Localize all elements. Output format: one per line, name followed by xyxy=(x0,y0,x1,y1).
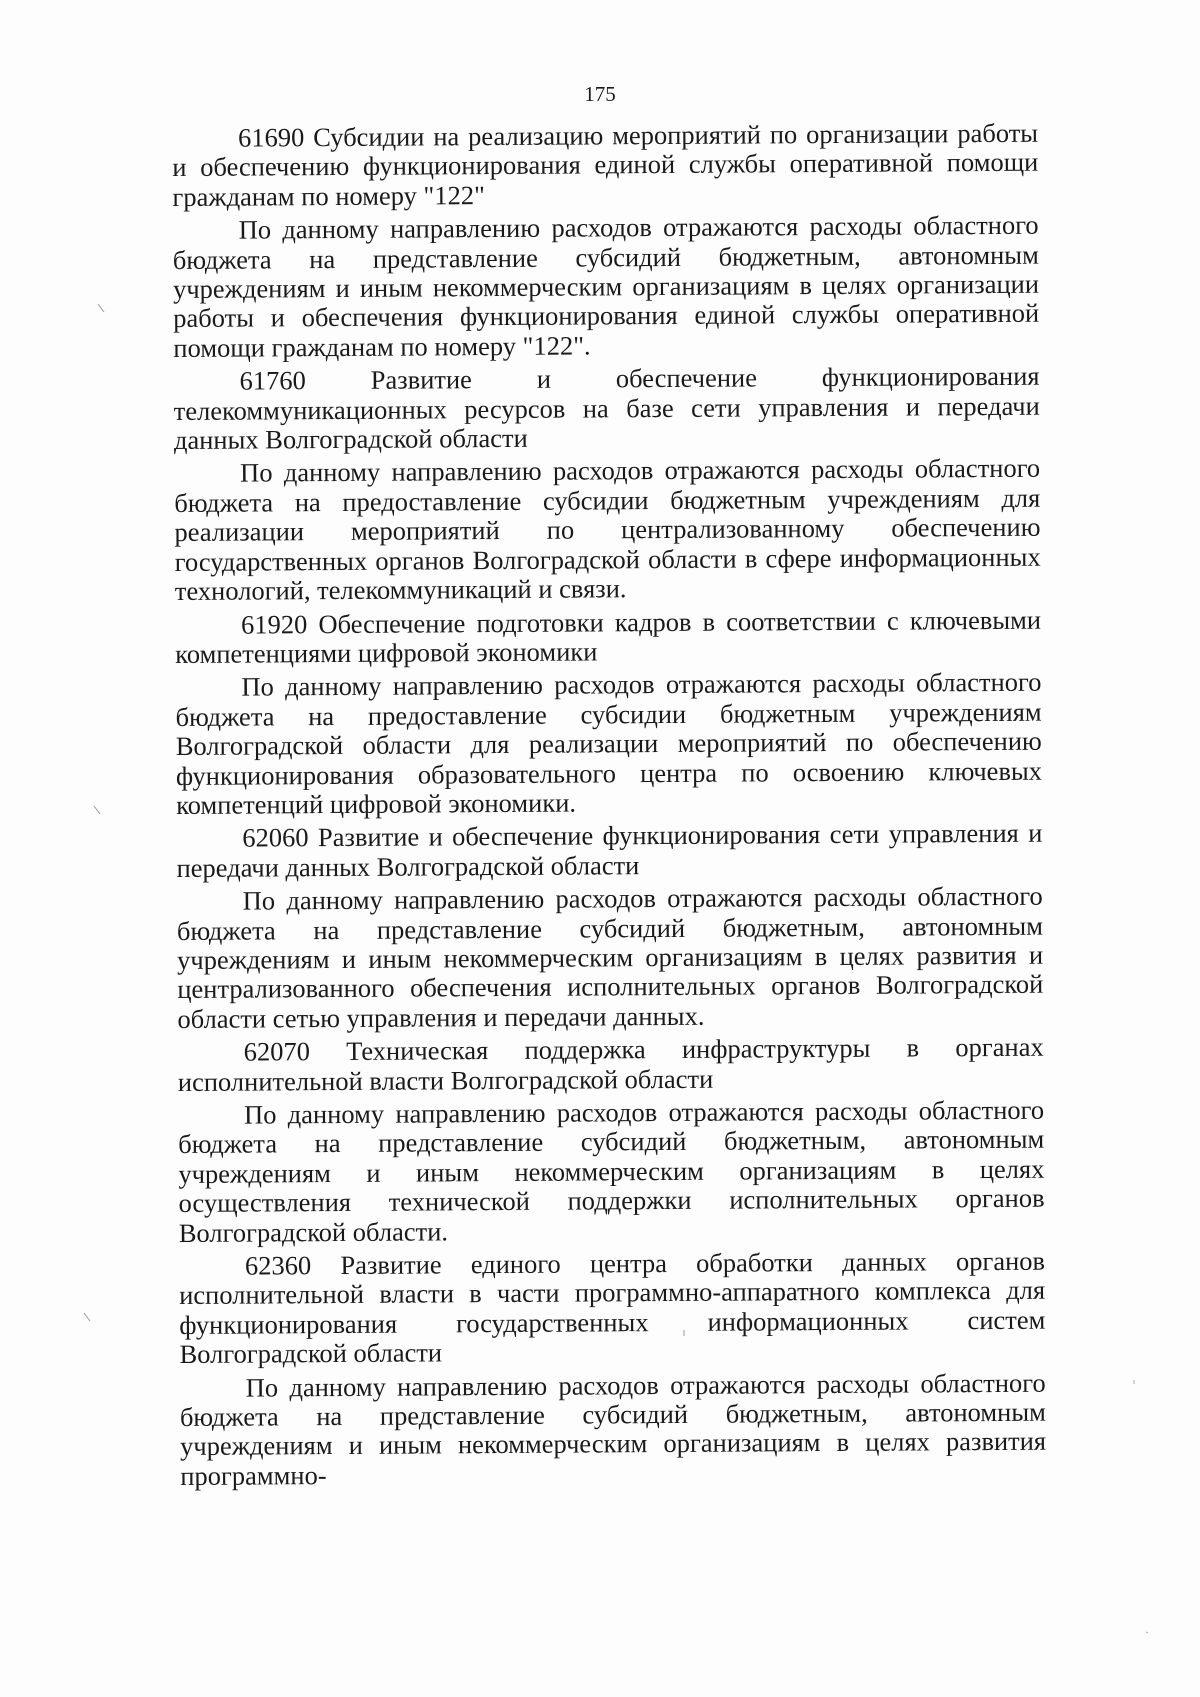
expense-title: Развитие и обеспечение функционирования сети управления и передачи данных Волгоградской области xyxy=(176,818,1043,883)
scan-speck xyxy=(98,304,104,312)
expense-title: Субсидии на реализацию мероприятий по организации работы и обеспечению функционирования единой службы оперативной помощи гражданам по номеру "122" xyxy=(172,117,1039,212)
expense-description: По данному направлению расходов отражаются расходы областного бюджета на представление субсидий бюджетным, автономным учреждениям и иным некоммерческим организациям в целях развития программно- xyxy=(179,1367,1047,1491)
expense-code: 61920 xyxy=(240,608,308,640)
scan-speck xyxy=(1146,1632,1148,1633)
expense-code-heading xyxy=(172,119,1039,213)
expense-title: Развитие единого центра обработки данных органов исполнительной власти в части программно-аппаратного комплекса для функционирования государственных информационных систем Волгоградской области xyxy=(179,1245,1046,1370)
expense-code-heading xyxy=(175,605,1041,669)
document-body xyxy=(172,119,1046,1492)
scan-speck xyxy=(94,806,100,814)
expense-title: Развитие и обеспечение функционирования телекоммуникационных ресурсов на базе сети управления и передачи данных Волгоградской области xyxy=(173,360,1040,456)
expense-code: 62070 xyxy=(243,1036,311,1067)
scan-speck xyxy=(84,1313,90,1321)
expense-code: 61690 xyxy=(237,122,305,153)
expense-code: 62060 xyxy=(242,822,309,853)
expense-code-heading xyxy=(176,819,1042,883)
expense-code: 61760 xyxy=(239,365,306,396)
expense-description: По данному направлению расходов отражаются расходы областного бюджета на представление субсидий бюджетным, автономным учреждениям и иным некоммерческим организациям в целях развития и централизованного обеспечения исполнительных органов Волгоградской области сетью управления и передачи данных. xyxy=(176,880,1044,1034)
expense-description: По данному направлению расходов отражаются расходы областного бюджета на представление субсидий бюджетным, автономным учреждениям и иным некоммерческим организациям в целях организации работы и обеспечения функционирования единой службы оперативной помощи гражданам по номеру "122". xyxy=(172,209,1040,363)
expense-title: Техническая поддержка инфраструктуры в органах исполнительной власти Волгоградской области xyxy=(177,1031,1044,1097)
expense-code-heading xyxy=(179,1247,1046,1370)
expense-code-heading xyxy=(173,362,1040,456)
expense-description: По данному направлению расходов отражаются расходы областного бюджета на предоставление субсидии бюджетным учреждениям Волгоградской области для реализации мероприятий по обеспечению функционирования образовательного центра по освоению ключевых компетенций цифровой экономики. xyxy=(175,667,1043,820)
expense-code: 62360 xyxy=(244,1250,312,1281)
page-number: 175 xyxy=(584,82,616,106)
expense-title: Обеспечение подготовки кадров в соответствии с ключевыми компетенциями цифровой экономики xyxy=(175,604,1042,669)
expense-code-heading xyxy=(178,1033,1044,1097)
expense-description: По данному направлению расходов отражаются расходы областного бюджета на предоставление субсидии бюджетным учреждениям для реализации мероприятий по централизованному обеспечению государственных органов Волгоградской области в сфере информационных технологий, телекоммуникаций и связи. xyxy=(174,453,1041,607)
expense-description: По данному направлению расходов отражаются расходы областного бюджета на представление субсидий бюджетным, автономным учреждениям и иным некоммерческим организациям в целях осуществления технической поддержки исполнительных органов Волгоградской области. xyxy=(178,1094,1045,1248)
